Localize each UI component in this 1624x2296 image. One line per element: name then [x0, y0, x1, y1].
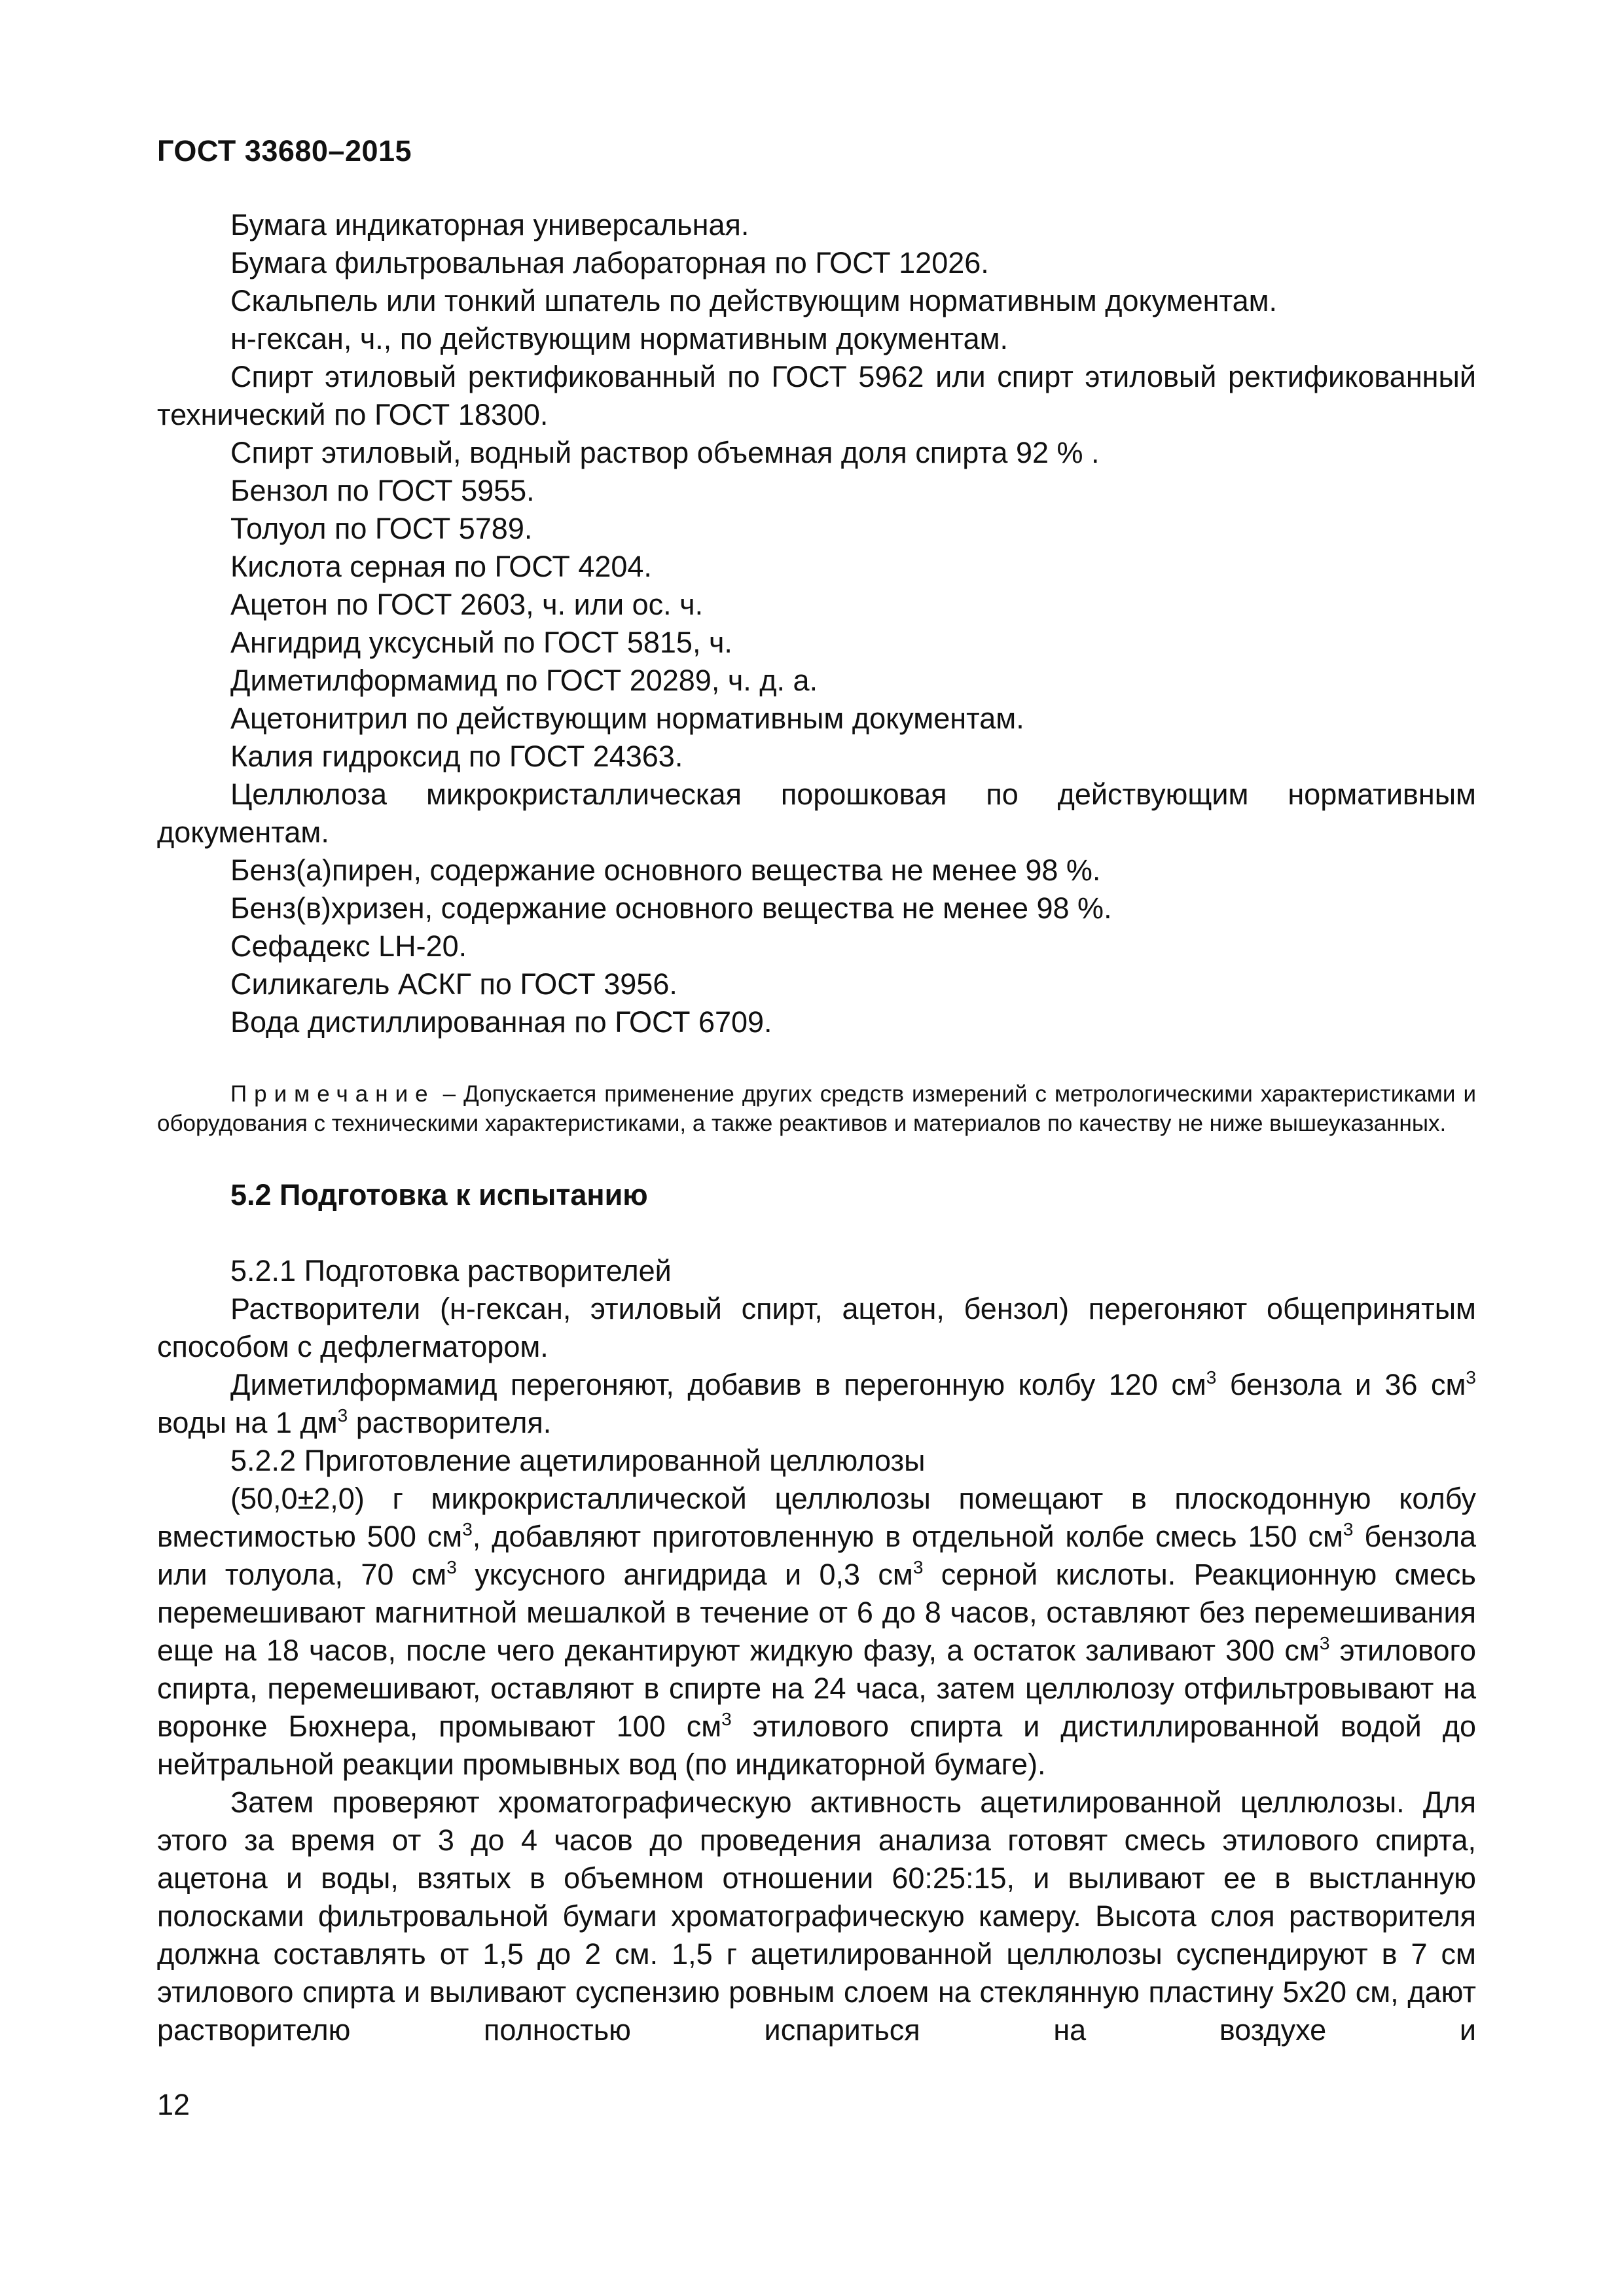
document-header: ГОСТ 33680–2015: [157, 134, 412, 168]
text-run: Диметилформамид перегоняют, добавив в перегонную колбу 120 см: [230, 1368, 1206, 1401]
note-text: – Допускается применение других средств измерений с метрологическими характеристиками и оборудования с техническими характеристиками, а также реактивов и материалов по качеству не ниже вышеуказанных.: [157, 1081, 1476, 1136]
subsection-title: 5.2.2 Приготовление ацетилированной целлюлозы: [230, 1444, 926, 1477]
material-item: Силикагель АСКГ по ГОСТ 3956.: [230, 967, 677, 1001]
superscript: 3: [337, 1405, 348, 1426]
superscript: 3: [1466, 1367, 1476, 1388]
superscript: 3: [462, 1519, 473, 1539]
material-item: Скальпель или тонкий шпатель по действующим нормативным документам.: [230, 284, 1278, 317]
superscript: 3: [721, 1709, 732, 1729]
subsection-title: 5.2.1 Подготовка растворителей: [230, 1254, 672, 1287]
paragraph: Затем проверяют хроматографическую активность ацетилированной целлюлозы. Для этого за время от 3 до 4 часов до проведения анализа готовят смесь этилового спирта, ацетона и воды, взятых в объемном отношении 60:25:15, и выливают ее в выстланную полосками фильтровальной бумаги хроматографическую камеру. Высота слоя растворителя должна составлять от 1,5 до 2 см. 1,5 г ацетилированной целлюлозы суспендируют в 7 см этилового спирта и выливают суспензию ровным слоем на стеклянную пластину 5х20 см, дают растворителю полностью испариться на воздухе и: [157, 1785, 1476, 2047]
material-item: Ангидрид уксусный по ГОСТ 5815, ч.: [230, 626, 732, 659]
superscript: 3: [446, 1557, 457, 1577]
paragraph: Растворители (н-гексан, этиловый спирт, ацетон, бензол) перегоняют общепринятым способом с дефлегматором.: [157, 1292, 1476, 1363]
text-run: серной кислоты. Реакционную смесь перемешивают магнитной мешалкой в течение от 6 до 8 часов, оставляют без перемешивания еще на 18 часов, после чего декантируют жидкую фазу, а остаток заливают 300 см: [157, 1558, 1476, 1667]
note: [157, 1079, 1476, 1138]
superscript: 3: [1343, 1519, 1354, 1539]
text-run: бензола или толуола, 70 см: [157, 1520, 1476, 1591]
page-number: 12: [157, 2088, 190, 2121]
material-item: Диметилформамид по ГОСТ 20289, ч. д. а.: [230, 664, 818, 697]
material-item: Калия гидроксид по ГОСТ 24363.: [230, 740, 683, 773]
material-item: Бенз(в)хризен, содержание основного вещества не менее 98 %.: [230, 891, 1112, 925]
material-item: Бензол по ГОСТ 5955.: [230, 474, 535, 507]
paragraph: [157, 1480, 1476, 1784]
material-item: Толуол по ГОСТ 5789.: [230, 512, 533, 545]
text-run: этилового спирта и дистиллированной водой до нейтральной реакции промывных вод (по индикаторной бумаге).: [157, 1710, 1477, 1781]
material-item: Сефадекс LH-20.: [230, 929, 467, 963]
materials-list: [157, 206, 1476, 1041]
paragraph: [157, 1366, 1476, 1442]
note-label: Примечание: [230, 1081, 435, 1107]
text-run: растворителя.: [348, 1406, 552, 1439]
superscript: 3: [1206, 1367, 1217, 1388]
text-run: (50,0±2,0) г микрокристаллической целлюлозы помещают в плоскодонную колбу вместимостью 500 см: [157, 1482, 1476, 1553]
section-title: 5.2 Подготовка к испытанию: [230, 1178, 648, 1211]
material-item: Бумага индикаторная универсальная.: [230, 208, 749, 242]
material-item: Целлюлоза микрокристаллическая порошковая по действующим нормативным документам.: [157, 778, 1476, 849]
text-run: бензола и 36 см: [1216, 1368, 1466, 1401]
superscript: 3: [1319, 1633, 1330, 1653]
material-item: Ацетонитрил по действующим нормативным документам.: [230, 702, 1024, 735]
superscript: 3: [912, 1557, 924, 1577]
material-item: Ацетон по ГОСТ 2603, ч. или ос. ч.: [230, 588, 704, 621]
material-item: н-гексан, ч., по действующим нормативным документам.: [230, 322, 1009, 355]
material-item: Кислота серная по ГОСТ 4204.: [230, 550, 652, 583]
document-body: [157, 206, 1476, 2049]
text-run: воды на 1 дм: [157, 1406, 338, 1439]
material-item: Спирт этиловый ректификованный по ГОСТ 5962 или спирт этиловый ректификованный технический по ГОСТ 18300.: [157, 360, 1476, 431]
text-run: уксусного ангидрида и 0,3 см: [456, 1558, 913, 1591]
spacer: [157, 1214, 1476, 1252]
text-run: этилового спирта, перемешивают, оставляют в спирте на 24 часа, затем целлюлозу отфильтровывают на воронке Бюхнера, промывают 100 см: [157, 1634, 1476, 1743]
material-item: Спирт этиловый, водный раствор объемная доля спирта 92 % .: [230, 436, 1100, 469]
material-item: Бумага фильтровальная лабораторная по ГОСТ 12026.: [230, 246, 989, 279]
material-item: Бенз(а)пирен, содержание основного вещества не менее 98 %.: [230, 853, 1101, 887]
material-item: Вода дистиллированная по ГОСТ 6709.: [230, 1005, 772, 1039]
text-run: , добавляют приготовленную в отдельной колбе смесь 150 см: [472, 1520, 1343, 1553]
